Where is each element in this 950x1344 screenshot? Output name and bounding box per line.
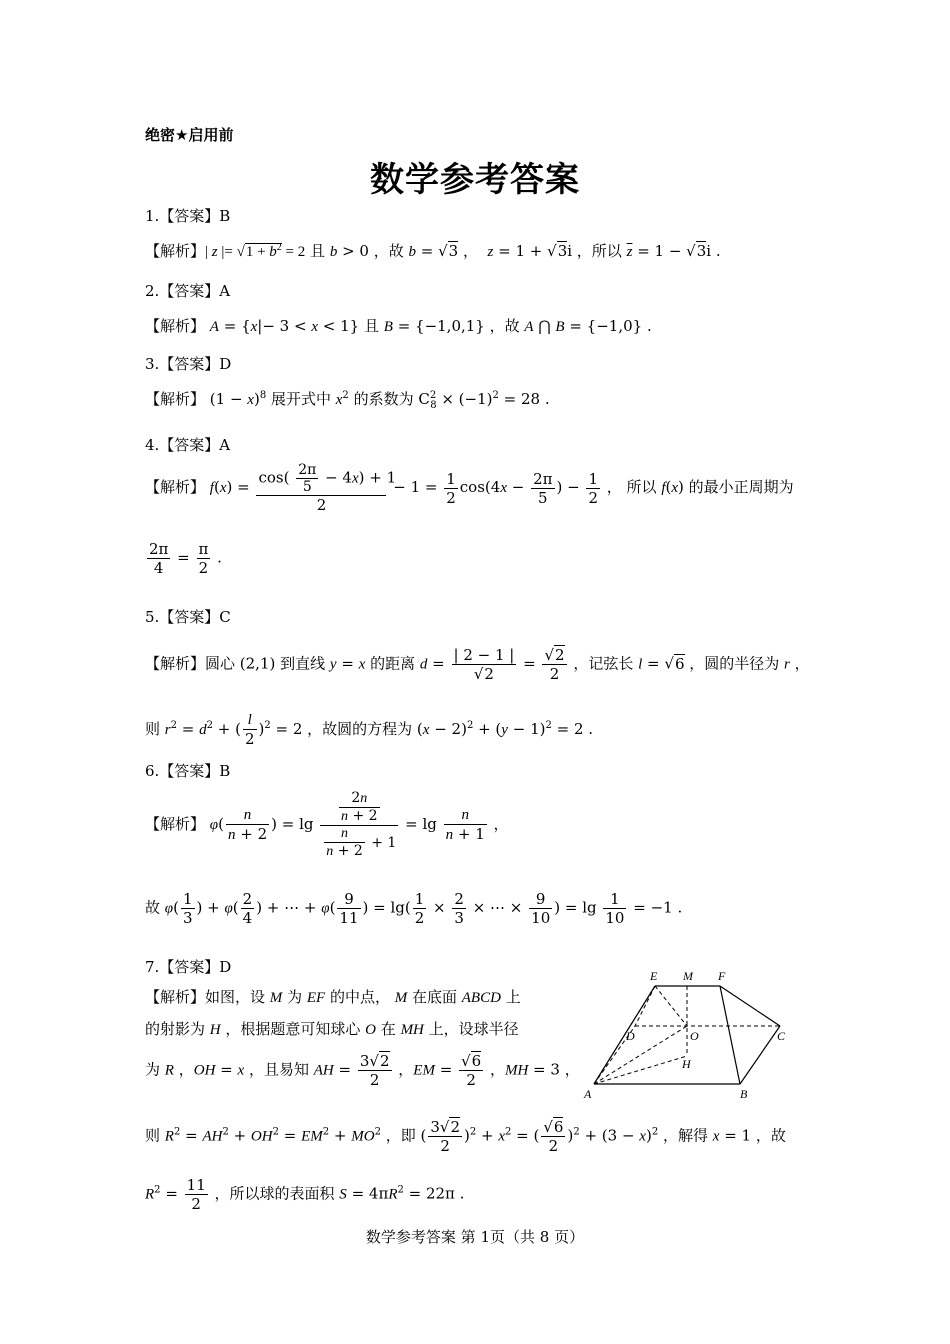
confidential-header: 绝密★启用前	[145, 126, 234, 144]
solution-q4-cont: $\frac{2\pi}{4}$ = $\frac{\pi}{2}$ .	[149, 540, 222, 577]
solution-q3: 【解析】 $(1 - x)^8$ 展开式中 $x^2$ 的系数为 $C^2_8 \times (-1)^2 = 28$ .	[145, 390, 550, 411]
label-M: M	[683, 969, 693, 983]
page-footer: 数学参考答案 第 1页（共 8 页）	[365, 1228, 585, 1246]
solution-q7-line2: 的射影为 H ，根据题意可知球心 O 在 MH 上，设球半径	[145, 1020, 519, 1038]
solution-q5-cont: 则 $r^2 = d^2$ + ( $\frac{l}{2}$ )$^2$ = 2 ，故圆的方程为 $(x - 2)^2 + (y - 1)^2 = 2$ .	[145, 712, 594, 748]
solution-q7-line4: 则 $R^2 = AH^2 + OH^2 = EM^2 + MO^2$ ，即 ( $\frac{3√2}{2}$ )$^2 + x^2$ = ( $\frac{√6}{2}$ )$^2 + (3 - x)^2$ ，解得 x = 1 ，故	[145, 1118, 786, 1155]
solution-q6-cont: 故 φ( $\frac{1}{3}$ ) + φ( $\frac{2}{4}$ ) + ⋯ + φ( $\frac{9}{11}$ ) = lg( $\frac{1}{2}$ × $\frac{2}{3}$ × ⋯ × $\frac{9}{10}$ ) = lg $\frac{1}{10}$ = −1 .	[145, 890, 683, 927]
answer-q1: 1.【答案】B	[145, 207, 231, 225]
answer-q5: 5.【答案】C	[145, 608, 231, 626]
label-A: A	[584, 1087, 592, 1101]
label-F: F	[718, 969, 726, 983]
label-H: H	[682, 1057, 691, 1071]
solution-q2: 【解析】 A = {x|− 3 < x < 1} 且 B = {−1,0,1} ，故 A ⋂ B = {−1,0} .	[145, 317, 652, 335]
solution-q7-line5: $R^2$ = $\frac{11}{2}$ ，所以球的表面积 $S = 4\pi R^2 = 22\pi$ .	[145, 1176, 465, 1213]
solution-q1: 【解析】| z |= $√1 + b^2 = 2$ 且 b > 0 ，故 b = √3 ， z = 1 + √3i ，所以 $\overline{z} = 1 - √3i$ .	[145, 242, 721, 260]
label-C: C	[777, 1029, 786, 1043]
label-O: O	[690, 1029, 699, 1043]
answer-q2: 2.【答案】A	[145, 282, 231, 300]
answer-q4: 4.【答案】A	[145, 436, 231, 454]
answer-q7: 7.【答案】D	[145, 958, 232, 976]
solution-q5: 【解析】圆心 (2,1) 到直线 y = x 的距离 d = $\frac{| 2 - 1 |}{√2}$ = $\frac{√2}{2}$ ，记弦长 l = √6 ，圆的半径为 r ，	[145, 646, 810, 683]
solution-q7-line3: 为 R ，OH = x ，且易知 AH = $\frac{3√2}{2}$ ，EM = $\frac{√6}{2}$ ，MH = 3 ，	[145, 1052, 580, 1089]
label-D: D	[626, 1029, 635, 1043]
label-E: E	[650, 969, 658, 983]
label-B: B	[740, 1087, 748, 1101]
solution-q7-line1: 【解析】如图，设 M 为 EF 的中点， M 在底面 ABCD 上	[145, 988, 521, 1006]
answer-q6: 6.【答案】B	[145, 762, 231, 780]
answer-q3: 3.【答案】D	[145, 355, 232, 373]
page-title: 数学参考答案	[370, 160, 580, 200]
frustum-figure	[580, 962, 800, 1102]
solution-q6: 【解析】 φ( $\frac{n}{n + 2}$ ) = lg $\frac{2n}{n + 2}$ $\frac{n}{n + 2}$ + 1 = lg $\frac{n}{n + 1}$ ，	[145, 790, 509, 859]
solution-q4: 【解析】 f(x) = cos( $\frac{2\pi}{5}$ − 4x) + 1 2 − 1 = $\frac{1}{2}$ cos(4x − $\frac{2\pi}{5}$ ) − $\frac{1}{2}$ ， 所以 f(x) 的最小正周期为	[145, 462, 794, 514]
